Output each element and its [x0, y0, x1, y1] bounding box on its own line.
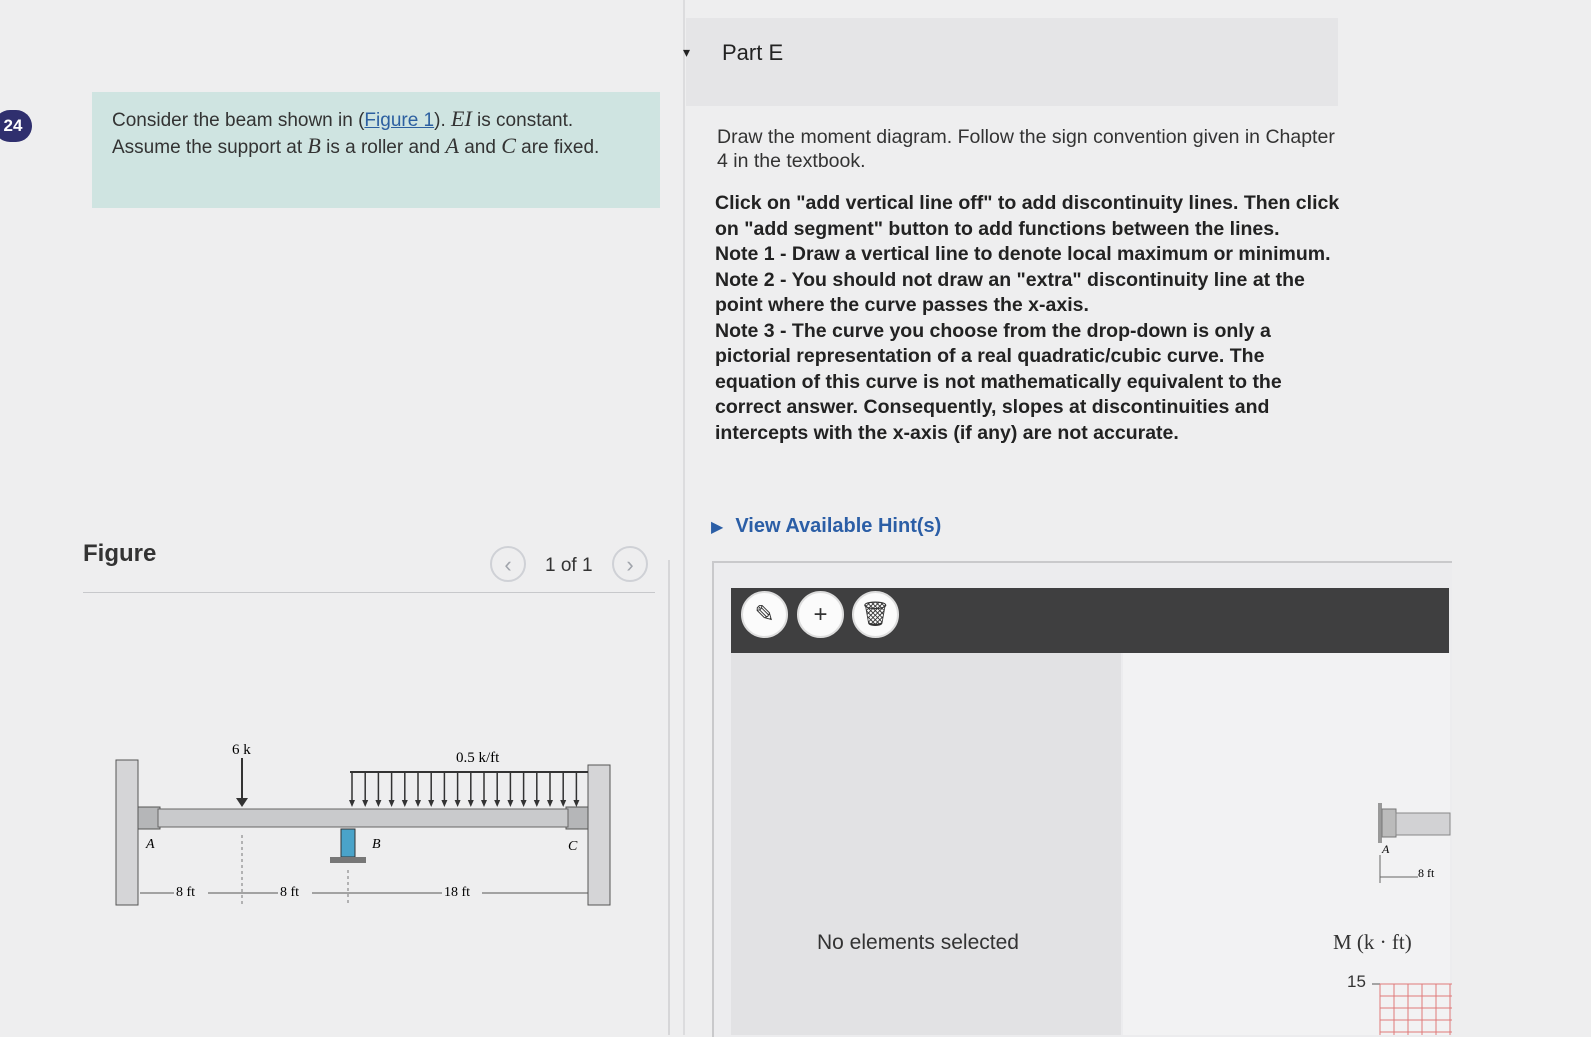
note-3: Note 3 - The curve you choose from the drop-down is only a pictorial representation of a real quadratic/cubic curve. The equation of this curve is not mathematically equivalent to the correct answer. Consequently, slopes at discontinuities and intercepts with the x-axis (if any) are not accurate.: [715, 319, 1282, 444]
figure-link[interactable]: Figure 1: [364, 110, 435, 131]
dist-load-arrowhead: [481, 800, 487, 807]
dist-load-arrowhead: [428, 800, 434, 807]
properties-panel: [731, 653, 1121, 1035]
roller-support-b: [341, 829, 355, 857]
mini-block: [1382, 809, 1396, 837]
figure-pane-divider: [668, 560, 670, 1035]
problem-text-mid2: is constant. Assume the support at: [112, 110, 574, 158]
figure-title: Figure: [83, 540, 157, 567]
grid-lines: [1380, 984, 1452, 1035]
add-segment-button[interactable]: [797, 591, 844, 638]
expand-triangle-icon: ▶: [711, 519, 724, 536]
trash-icon: 🗑: [860, 601, 891, 628]
beam-figure: [100, 730, 620, 920]
dist-load-arrowhead: [468, 800, 474, 807]
dist-load-arrowhead: [402, 800, 408, 807]
question-number-badge: 24: [0, 110, 32, 142]
add-vertical-line-button[interactable]: [741, 591, 788, 638]
figure-prev-button[interactable]: [490, 546, 526, 582]
mini-beam: [1396, 813, 1450, 835]
dist-load-arrowhead: [389, 800, 395, 807]
mini-label-a: A: [1382, 842, 1390, 856]
delete-button[interactable]: [852, 591, 899, 638]
problem-text-mid4: and: [458, 137, 502, 158]
moment-axis-label: M (k · ft): [1333, 930, 1412, 954]
problem-text-mid1: ).: [434, 110, 452, 131]
problem-text-prefix: Consider the beam shown in (: [112, 110, 365, 131]
figure-rule: [83, 592, 655, 593]
problem-statement: [92, 92, 660, 208]
dist-load-arrowhead: [415, 800, 421, 807]
a-symbol: A: [445, 133, 459, 158]
collapse-caret-icon[interactable]: ▾: [683, 44, 691, 60]
b-symbol: B: [307, 133, 321, 158]
label-c: C: [568, 839, 578, 854]
chevron-left-icon: ‹: [504, 552, 512, 577]
part-instruction: Draw the moment diagram. Follow the sign convention given in Chapter 4 in the textbook.: [717, 126, 1335, 172]
wall-right: [588, 765, 610, 905]
figure-next-button[interactable]: [612, 546, 648, 582]
problem-text-suffix: are fixed.: [515, 137, 600, 158]
chevron-right-icon: ›: [626, 552, 634, 577]
dist-load-arrows: [349, 772, 579, 807]
label-b: B: [372, 837, 381, 852]
dim2-label: 8 ft: [280, 885, 300, 900]
dist-load-arrowhead: [547, 800, 553, 807]
dist-load-arrowhead: [455, 800, 461, 807]
wall-left: [116, 760, 138, 905]
dist-load-arrowhead: [507, 800, 513, 807]
mini-beam-reference: [1372, 795, 1452, 890]
dist-load-arrowhead: [560, 800, 566, 807]
dist-load-arrowhead: [573, 800, 579, 807]
dim1-label: 8 ft: [176, 885, 196, 900]
point-load-arrowhead: [236, 798, 248, 807]
note-2: Note 2 - You should not draw an "extra" discontinuity line at the point where the curve passes the x-axis.: [715, 268, 1305, 316]
fixed-block-c: [566, 807, 588, 829]
dist-load-label: 0.5 k/ft: [456, 750, 500, 766]
beam: [158, 809, 568, 827]
hint-label: View Available Hint(s): [735, 515, 942, 537]
part-notes: [715, 191, 1345, 446]
problem-text-mid3: is a roller and: [320, 137, 446, 158]
fixed-block-a: [138, 807, 160, 829]
c-symbol: C: [501, 133, 516, 158]
no-selection-text: No elements selected: [817, 931, 1019, 954]
dist-load-arrowhead: [521, 800, 527, 807]
dim3-label: 18 ft: [444, 885, 471, 900]
note-click-instruction: Click on "add vertical line off" to add discontinuity lines. Then click on "add segment" button to add functions between the lines.: [715, 192, 1340, 240]
part-header-band: [686, 18, 1338, 106]
figure-page-count: 1 of 1: [545, 555, 593, 576]
note-1: Note 1 - Draw a vertical line to denote local maximum or minimum.: [715, 243, 1331, 265]
dist-load-arrowhead: [494, 800, 500, 807]
ei-symbol: EI: [451, 106, 472, 131]
axis-tick-15: 15: [1347, 972, 1366, 991]
dist-load-arrowhead: [534, 800, 540, 807]
mini-wall: [1378, 803, 1382, 843]
mini-dim-label: 8 ft: [1418, 866, 1435, 880]
dist-load-arrowhead: [375, 800, 381, 807]
dist-load-arrowhead: [441, 800, 447, 807]
point-load-label: 6 k: [232, 742, 251, 758]
label-a: A: [146, 837, 155, 852]
plus-icon: +: [813, 601, 828, 628]
draw-vertical-line-icon: ✎: [754, 601, 775, 628]
pane-divider: [683, 0, 685, 1035]
view-hints-link[interactable]: [711, 515, 941, 538]
part-title: Part E: [722, 40, 784, 65]
dist-load-arrowhead: [362, 800, 368, 807]
roller-base: [330, 857, 366, 863]
dist-load-arrowhead: [349, 800, 355, 807]
moment-grid[interactable]: [1372, 978, 1452, 1035]
